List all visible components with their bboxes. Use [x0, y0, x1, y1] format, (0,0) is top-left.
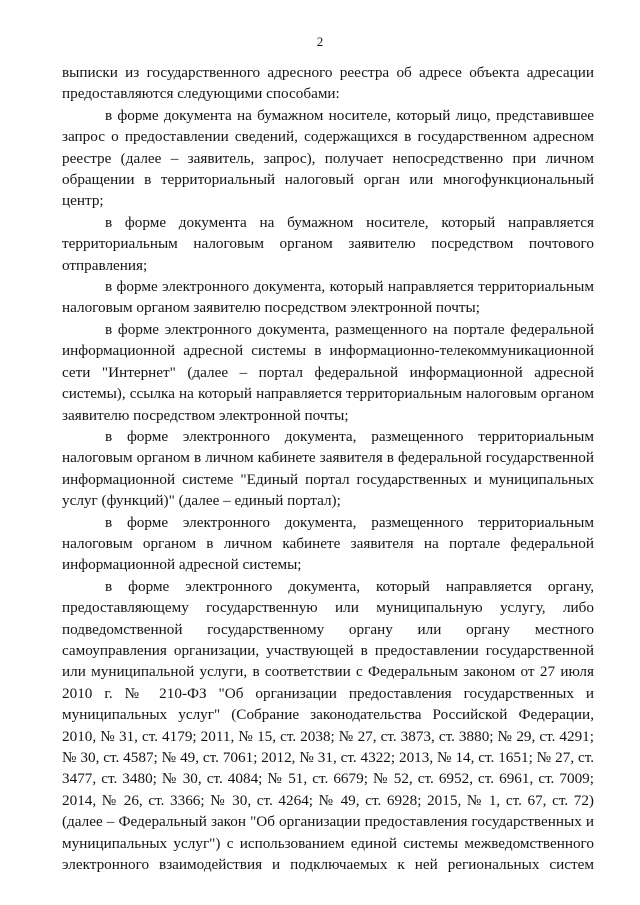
paragraph-electronic-email: в форме электронного документа, который направляется территориальным налоговым органом заявителю посредством электронной почты;: [62, 278, 594, 317]
document-body: [62, 62, 594, 875]
paragraph-electronic-fias-cabinet: в форме электронного документа, размещенного территориальным налоговым органом в личном кабинете заявителя на портале федеральной информационной адресной системы;: [62, 513, 594, 574]
paragraph-paper-in-person: в форме документа на бумажном носителе, который лицо, представившее запрос о предоставлении сведений, содержащихся в государственном адресном реестре (далее – заявитель, запрос), получает непосредственно при личном обращении в территориальный налоговый орган или многофункциональный центр;: [62, 106, 594, 210]
page-number: 2: [316, 34, 324, 49]
paragraph-intro: выписки из государственного адресного реестра об адресе объекта адресации предоставляются следующими способами:: [62, 64, 594, 103]
paragraph-electronic-fias-portal-link: в форме электронного документа, размещенного на портале федеральной информационной адресной системы в информационно-телекоммуникационной сети "Интернет" (далее – портал федеральной информационной адресной системы), ссылка на который направляется территориальным налоговым органом заявителю посредством электронной почты;: [62, 320, 594, 424]
paragraph-electronic-single-portal: в форме электронного документа, размещенного территориальным налоговым органом в личном кабинете заявителя в федеральной государственной информационной системе "Единый портал государственных и муниципальных услуг (функций)" (далее – единый портал);: [62, 427, 594, 510]
paragraph-paper-by-post: в форме документа на бумажном носителе, который направляется территориальным налоговым органом заявителю посредством почтового отправления;: [62, 213, 594, 274]
paragraph-electronic-interagency: в форме электронного документа, который направляется органу, предоставляющему государственную или муниципальную услугу, либо подведомственной государственному органу или органу местного самоуправления организации, участвующей в предоставлении государственной или муниципальной услуги, в соответствии с Федеральным законом от 27 июля 2010 г. № 210-ФЗ "Об организации предоставления государственных и муниципальных услуг" (Собрание законодательства Российской Федерации, 2010, № 31, ст. 4179; 2011, № 15, ст. 2038; № 27, ст. 3873, ст. 3880; № 29, ст. 4291; № 30, ст. 4587; № 49, ст. 7061; 2012, № 31, ст. 4322; 2013, № 14, ст. 1651; № 27, ст. 3477, ст. 3480; № 30, ст. 4084; № 51, ст. 6679; № 52, ст. 6952, ст. 6961, ст. 7009; 2014, № 26, ст. 3366; № 30, ст. 4264; № 49, ст. 6928; 2015, № 1, ст. 67, ст. 72) (далее – Федеральный закон "Об организации предоставления государственных и муниципальных услуг") с использованием единой системы межведомственного электронного взаимодействия и подключаемых к ней региональных систем: [62, 577, 594, 874]
